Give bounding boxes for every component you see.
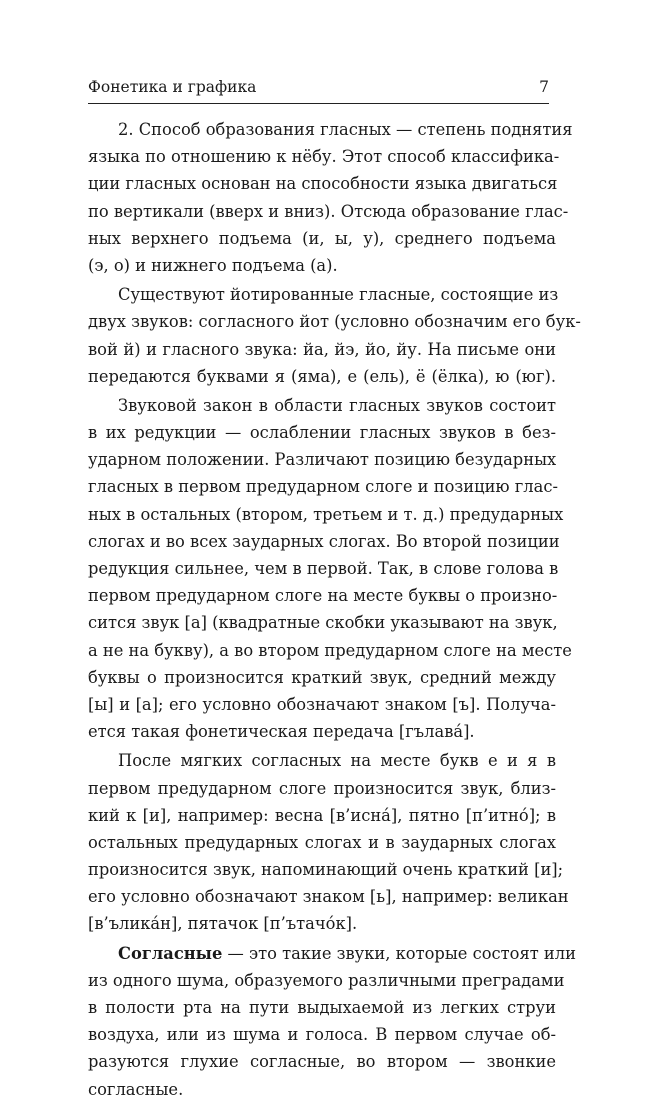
text-line: языка по отношению к нёбу. Этот способ классифика- — [88, 147, 560, 167]
paragraph-vowel-reduction — [88, 392, 572, 745]
text-line: по вертикали (вверх и вниз). Отсюда образование глас- — [88, 201, 569, 221]
text-line: воздуха, или из шума и голоса. В первом случае об- — [88, 1025, 556, 1045]
text-line: ударном положении. Различают позицию безударных — [88, 450, 557, 470]
text-line: передаются буквами я (яма), е (ель), ё (ёлка), ю (юг). — [88, 366, 556, 386]
text-line: ется такая фонетическая передача [гълава́]. — [88, 722, 475, 742]
text-line: разуются глухие согласные, во втором — звонкие — [88, 1052, 556, 1072]
text-line: ных в остальных (втором, третьем и т. д.) предударных — [88, 504, 564, 524]
text-line: ции гласных основан на способности языка двигаться — [88, 174, 558, 194]
term-consonants: Согласные — [118, 943, 223, 963]
paragraph-consonants — [88, 940, 576, 1103]
text-line: редукция сильнее, чем в первой. Так, в слове голова в — [88, 559, 559, 578]
text-line: 2. Способ образования гласных — степень поднятия — [118, 120, 573, 139]
page-body — [88, 116, 581, 1103]
text-line: кий к [и], например: весна [в’исна́], пятно [п’итно́]; в — [88, 805, 556, 825]
text-line: сится звук [а] (квадратные скобки указывают на звук, — [88, 613, 558, 633]
text-line: остальных предударных слогах и в заударных слогах — [88, 832, 556, 852]
text-line: а не на букву), а во втором предударном слоге на месте — [88, 640, 572, 660]
header-rule — [88, 103, 549, 104]
paragraph-vowel-formation — [88, 116, 573, 279]
text-line: Существуют йотированные гласные, состоящие из — [118, 285, 559, 305]
page-number: 7 — [539, 78, 549, 96]
running-header — [88, 78, 549, 98]
section-title: Фонетика и графика — [88, 78, 257, 96]
text-line: его условно обозначают знаком [ь], например: великан — [88, 887, 569, 907]
text-line: буквы о произносится краткий звук, средний между — [88, 667, 556, 687]
text-line: (э, о) и нижнего подъема (а). — [88, 255, 338, 275]
text-line: первом предударном слоге произносится звук, близ- — [88, 778, 556, 798]
text-line: первом предударном слоге на месте буквы о произно- — [88, 586, 558, 606]
paragraph-soft-consonants — [88, 747, 569, 937]
text-line: После мягких согласных на месте букв е и я в — [118, 751, 556, 771]
text-line: двух звуков: согласного йот (условно обозначим его бук- — [88, 312, 581, 332]
text-line: Звуковой закон в области гласных звуков состоит — [118, 395, 556, 415]
text-line: произносится звук, напоминающий очень краткий [и]; — [88, 860, 564, 880]
text-line: ных верхнего подъема (и, ы, у), среднего подъема — [88, 228, 556, 248]
text-line: гласных в первом предударном слоге и позицию глас- — [88, 477, 558, 497]
text-line: [ы] и [а]; его условно обозначают знаком [ъ]. Получа- — [88, 694, 556, 714]
text-line: Согласные — это такие звуки, которые состоят или — [118, 943, 576, 963]
text-line: из одного шума, образуемого различными преградами — [88, 970, 565, 990]
text-line: [в’ълика́н], пятачок [п’ътачо́к]. — [88, 914, 358, 934]
text-line: в полости рта на пути выдыхаемой из легких струи — [88, 998, 556, 1017]
paragraph-iotated-vowels — [88, 281, 581, 390]
text-line: вой й) и гласного звука: йа, йэ, йо, йу. На письме они — [88, 339, 556, 359]
text-line: слогах и во всех заударных слогах. Во второй позиции — [88, 531, 560, 551]
text-line: в их редукции — ослаблении гласных звуков в без- — [88, 423, 556, 443]
text-line: согласные. — [88, 1079, 184, 1099]
